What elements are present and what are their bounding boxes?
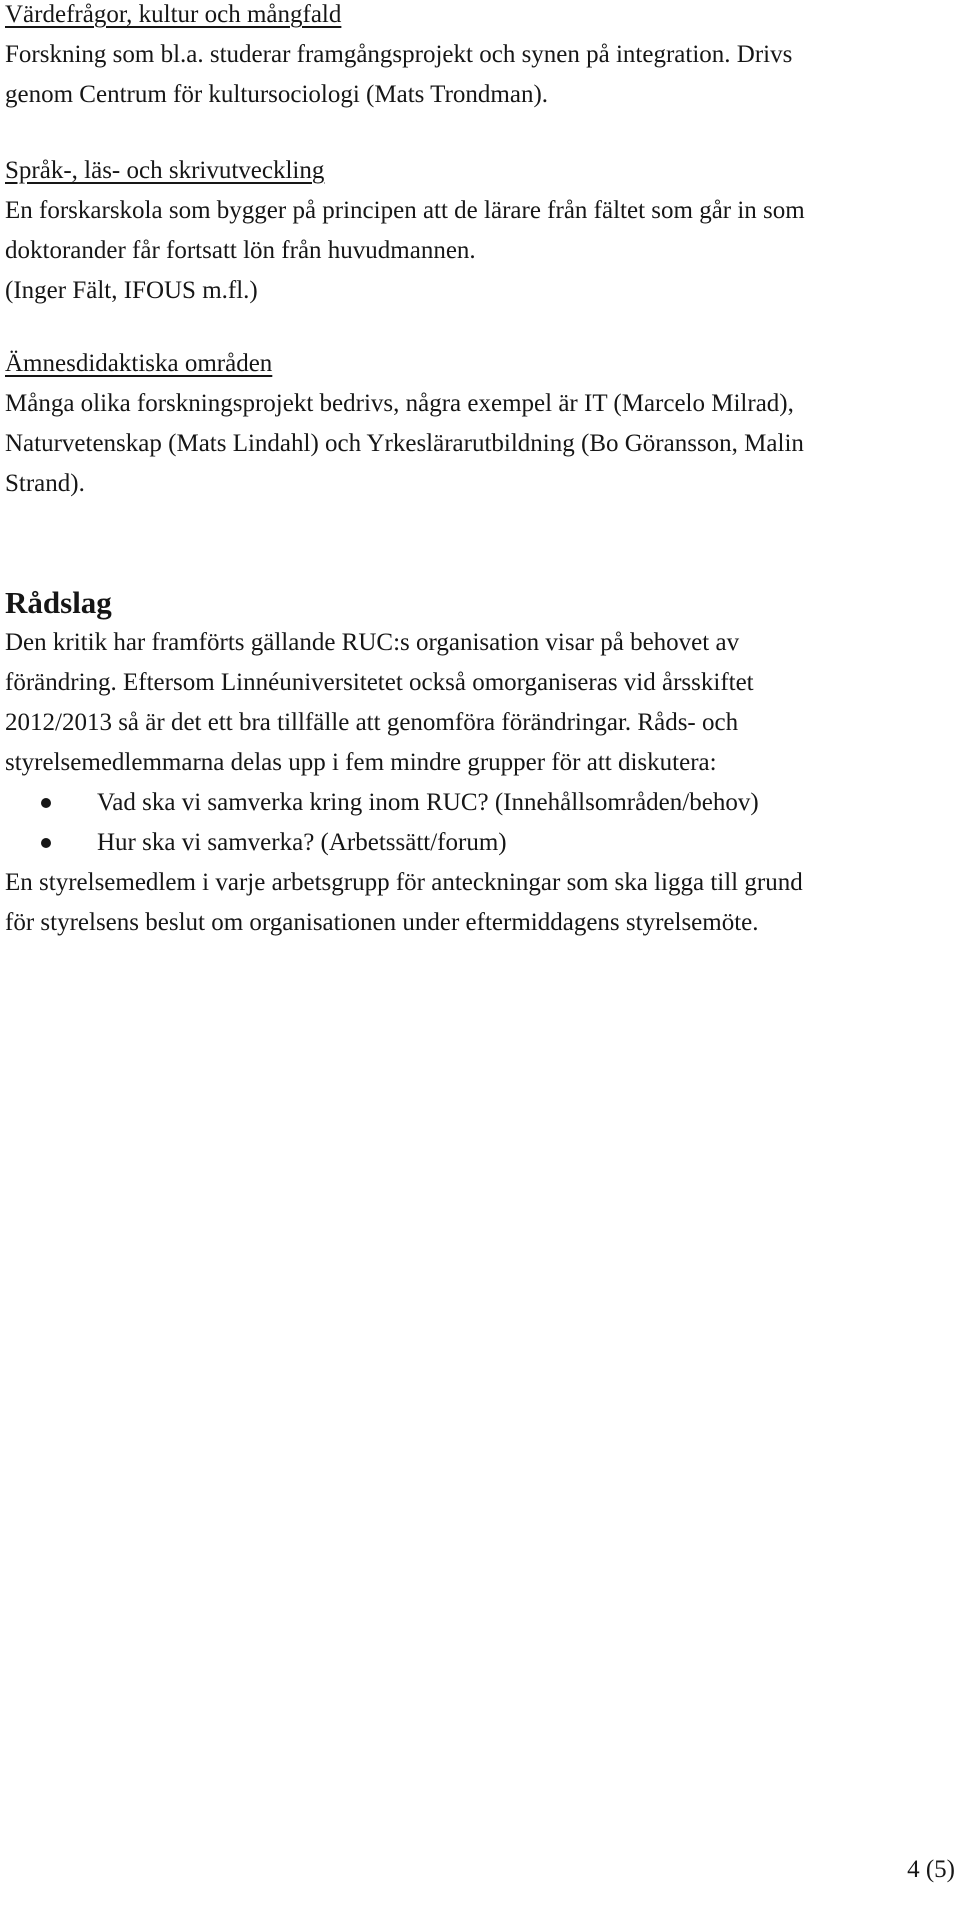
paragraph-line: Naturvetenskap (Mats Lindahl) och Yrkeslärarutbildning (Bo Göransson, Malin (5, 430, 804, 457)
bullet-icon (41, 798, 51, 808)
paragraph-line: En forskarskola som bygger på principen att de lärare från fältet som går in som (5, 197, 805, 224)
bullet-list-item (5, 783, 955, 823)
bullet-list-item (5, 823, 955, 863)
section-title: Rådslag (5, 585, 112, 620)
bullet-icon (41, 838, 51, 848)
paragraph-line: styrelsemedlemmarna delas upp i fem mindre grupper för att diskutera: (5, 749, 717, 776)
paragraph-line: 2012/2013 så är det ett bra tillfälle att genomföra förändringar. Råds- och (5, 709, 739, 736)
paragraph-line: En styrelsemedlem i varje arbetsgrupp för anteckningar som ska ligga till grund (5, 869, 803, 896)
paragraph-line: för styrelsens beslut om organisationen under eftermiddagens styrelsemöte. (5, 909, 759, 936)
paragraph-line: Forskning som bl.a. studerar framgångsprojekt och synen på integration. Drivs (5, 41, 793, 68)
page-number: 4 (5) (907, 1856, 955, 1883)
bullet-text: Vad ska vi samverka kring inom RUC? (Innehållsområden/behov) (97, 789, 759, 816)
paragraph-line: Många olika forskningsprojekt bedrivs, några exempel är IT (Marcelo Milrad), (5, 390, 794, 417)
section-radslag (5, 583, 955, 943)
paragraph-line: Den kritik har framförts gällande RUC:s organisation visar på behovet av (5, 629, 740, 656)
paragraph-line: doktorander får fortsatt lön från huvudmannen. (5, 237, 476, 264)
section-amnesdidaktiska (5, 344, 955, 504)
bullet-text: Hur ska vi samverka? (Arbetssätt/forum) (97, 829, 507, 856)
paragraph-line: (Inger Fält, IFOUS m.fl.) (5, 277, 258, 304)
section-vardefragor (5, 0, 955, 115)
section-heading: Värdefrågor, kultur och mångfald (5, 1, 342, 28)
paragraph-line: genom Centrum för kultursociologi (Mats Trondman). (5, 81, 549, 108)
paragraph-line: förändring. Eftersom Linnéuniversitetet också omorganiseras vid årsskiftet (5, 669, 754, 696)
section-sprak (5, 151, 955, 311)
paragraph-line: Strand). (5, 470, 85, 497)
section-heading: Ämnesdidaktiska områden (5, 350, 273, 377)
section-heading: Språk-, läs- och skrivutveckling (5, 157, 325, 184)
